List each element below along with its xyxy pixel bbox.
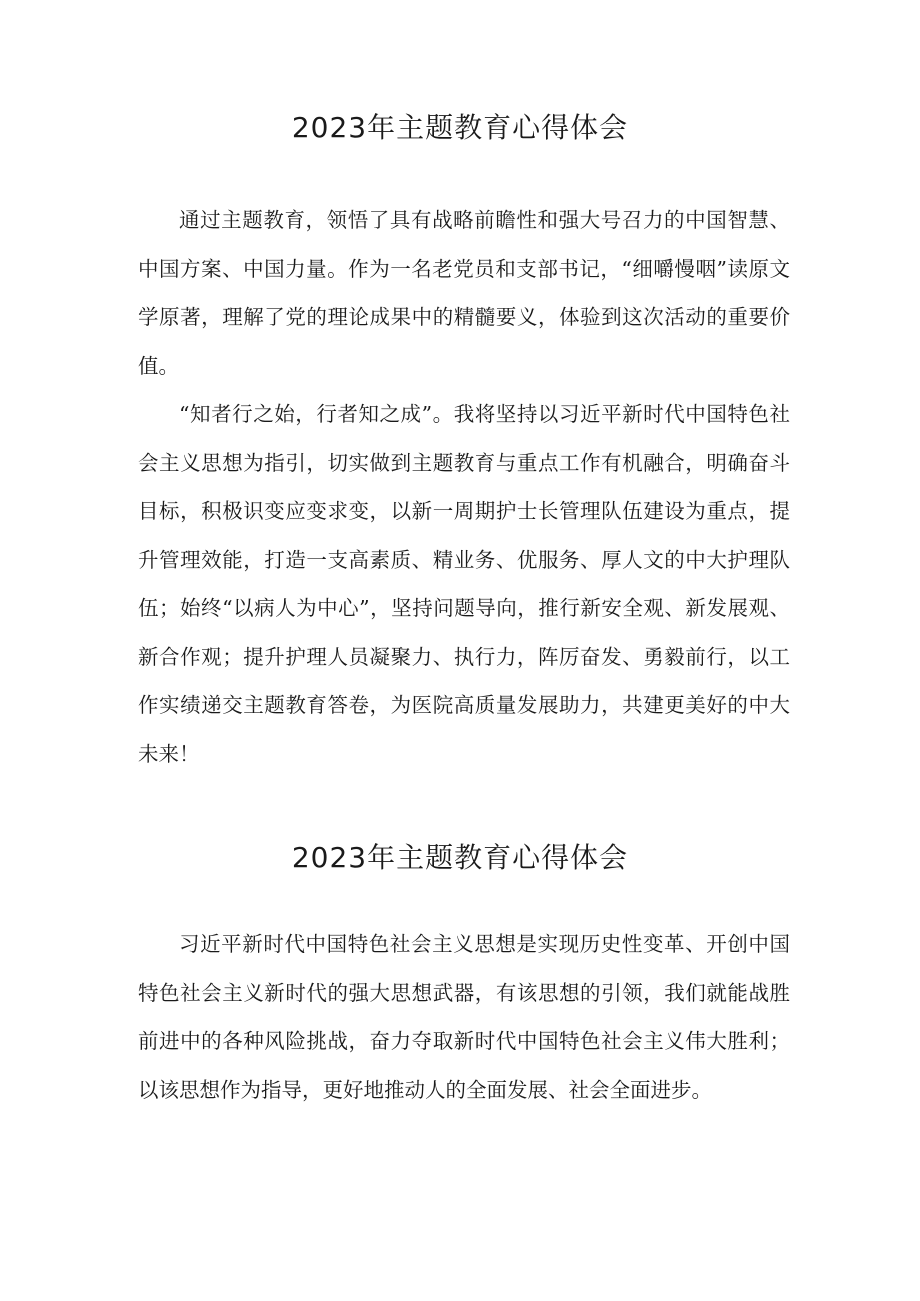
section-2-title: 2023年主题教育心得体会 bbox=[291, 841, 629, 874]
section-1-paragraph-1: 通过主题教育，领悟了具有战略前瞻性和强大号召力的中国智慧、中国方案、中国力量。作为一名老党员和支部书记，“细嚼慢咽”读原文学原著，理解了党的理论成果中的精髓要义，体验到这次活动的重要价值。 bbox=[138, 208, 790, 378]
section-2-paragraph-1: 习近平新时代中国特色社会主义思想是实现历史性变革、开创中国特色社会主义新时代的强大思想武器，有该思想的引领，我们就能战胜前进中的各种风险挑战，奋力夺取新时代中国特色社会主义伟大胜利；以该思想作为指导，更好地推动人的全面发展、社会全面进步。 bbox=[138, 932, 790, 1102]
section-1-body bbox=[138, 196, 790, 778]
section-2-body bbox=[138, 920, 790, 1114]
section-1-title: 2023年主题教育心得体会 bbox=[291, 111, 629, 144]
section-1-paragraph-2: “知者行之始，行者知之成”。我将坚持以习近平新时代中国特色社会主义思想为指引，切实做到主题教育与重点工作有机融合，明确奋斗目标，积极识变应变求变，以新一周期护士长管理队伍建设为重点，提升管理效能，打造一支高素质、精业务、优服务、厚人文的中大护理队伍；始终“以病人为中心”，坚持问题导向，推行新安全观、新发展观、新合作观；提升护理人员凝聚力、执行力，阵厉奋发、勇毅前行，以工作实绩递交主题教育答卷，为医院高质量发展助力，共建更美好的中大未来！ bbox=[138, 402, 790, 766]
